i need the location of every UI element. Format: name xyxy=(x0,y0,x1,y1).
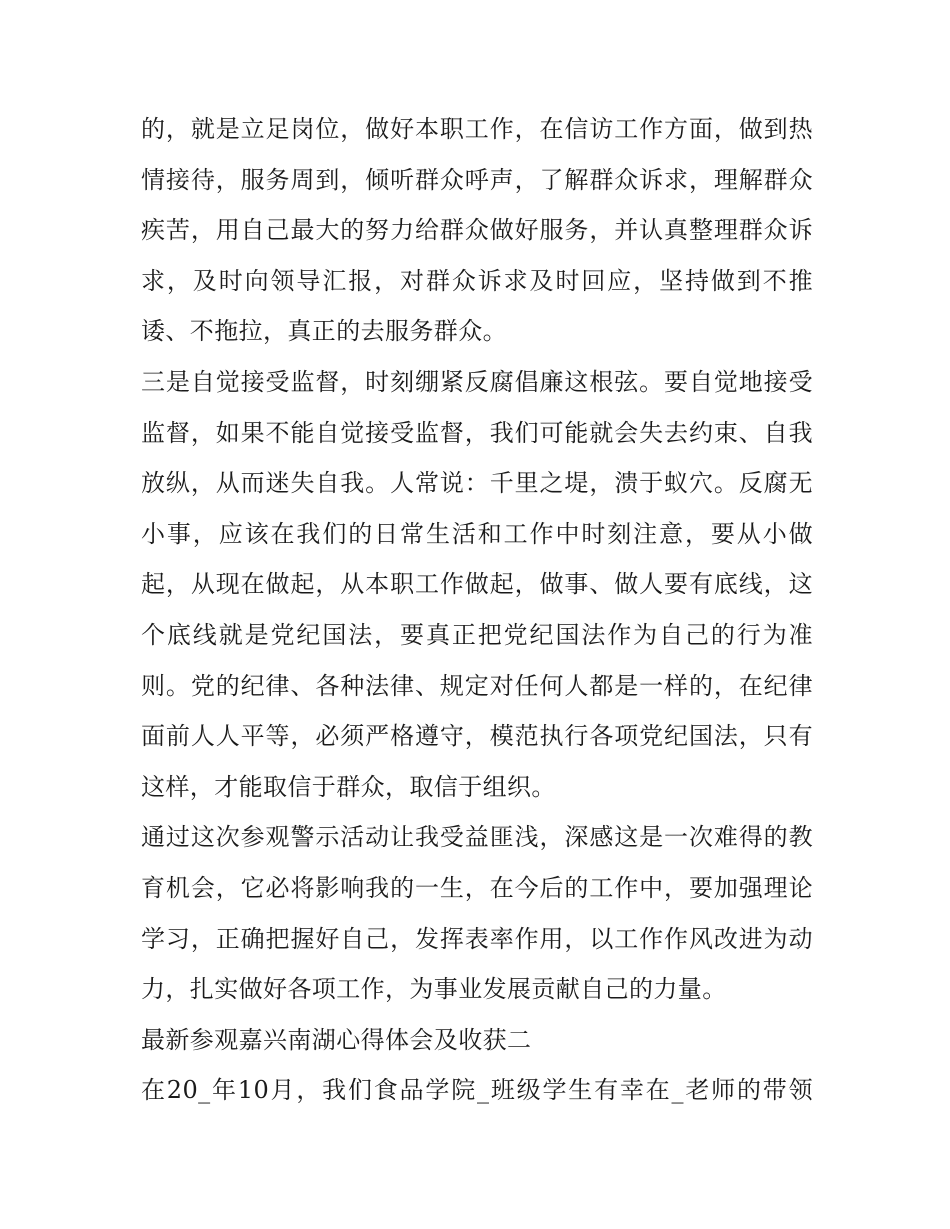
text-line: 个底线就是党纪国法，要真正把党纪国法作为自己的行为准 xyxy=(141,620,813,649)
text-line: 则。党的纪律、各种法律、规定对任何人都是一样的，在纪律 xyxy=(141,671,813,700)
text-line: 监督，如果不能自觉接受监督，我们可能就会失去约束、自我 xyxy=(141,418,813,447)
text-line: 的，就是立足岗位，做好本职工作，在信访工作方面，做到热 xyxy=(141,115,813,143)
text-line: 诿、不拖拉，真正的去服务群众。 xyxy=(141,317,507,346)
text-line: 这样，才能取信于群众，取信于组织。 xyxy=(141,772,556,801)
text-line: 学习，正确把握好自己，发挥表率作用，以工作作风改进为动 xyxy=(141,924,813,953)
document-body xyxy=(141,104,813,1116)
text-line: 起，从现在做起，从本职工作做起，做事、做人要有底线，这 xyxy=(141,570,813,599)
text-line: 面前人人平等，必须严格遵守，模范执行各项党纪国法，只有 xyxy=(141,722,813,751)
text-line: 力，扎实做好各项工作，为事业发展贡献自己的力量。 xyxy=(141,975,727,1004)
text-line: 三是自觉接受监督，时刻绷紧反腐倡廉这根弦。要自觉地接受 xyxy=(141,367,813,396)
text-line: 小事，应该在我们的日常生活和工作中时刻注意，要从小做 xyxy=(141,519,813,548)
text-line: 通过这次参观警示活动让我受益匪浅，深感这是一次难得的教 xyxy=(141,823,813,852)
text-line: 情接待，服务周到，倾听群众呼声，了解群众诉求，理解群众 xyxy=(141,165,813,194)
paragraph xyxy=(141,1065,813,1116)
text-line: 疾苦，用自己最大的努力给群众做好服务，并认真整理群众诉 xyxy=(141,216,813,245)
text-line: 求，及时向领导汇报，对群众诉求及时回应，坚持做到不推 xyxy=(141,266,813,295)
paragraph xyxy=(141,104,813,357)
text-line: 育机会，它必将影响我的一生，在今后的工作中，要加强理论 xyxy=(141,873,813,902)
text-line: 放纵，从而迷失自我。人常说：千里之堤，溃于蚁穴。反腐无 xyxy=(141,469,813,498)
text-line: 最新参观嘉兴南湖心得体会及收获二 xyxy=(141,1025,532,1054)
paragraph xyxy=(141,812,813,1014)
text-line: 在20_年10月，我们食品学院_班级学生有幸在_老师的带领 xyxy=(141,1076,813,1105)
paragraph xyxy=(141,357,813,812)
section-heading xyxy=(141,1015,813,1066)
